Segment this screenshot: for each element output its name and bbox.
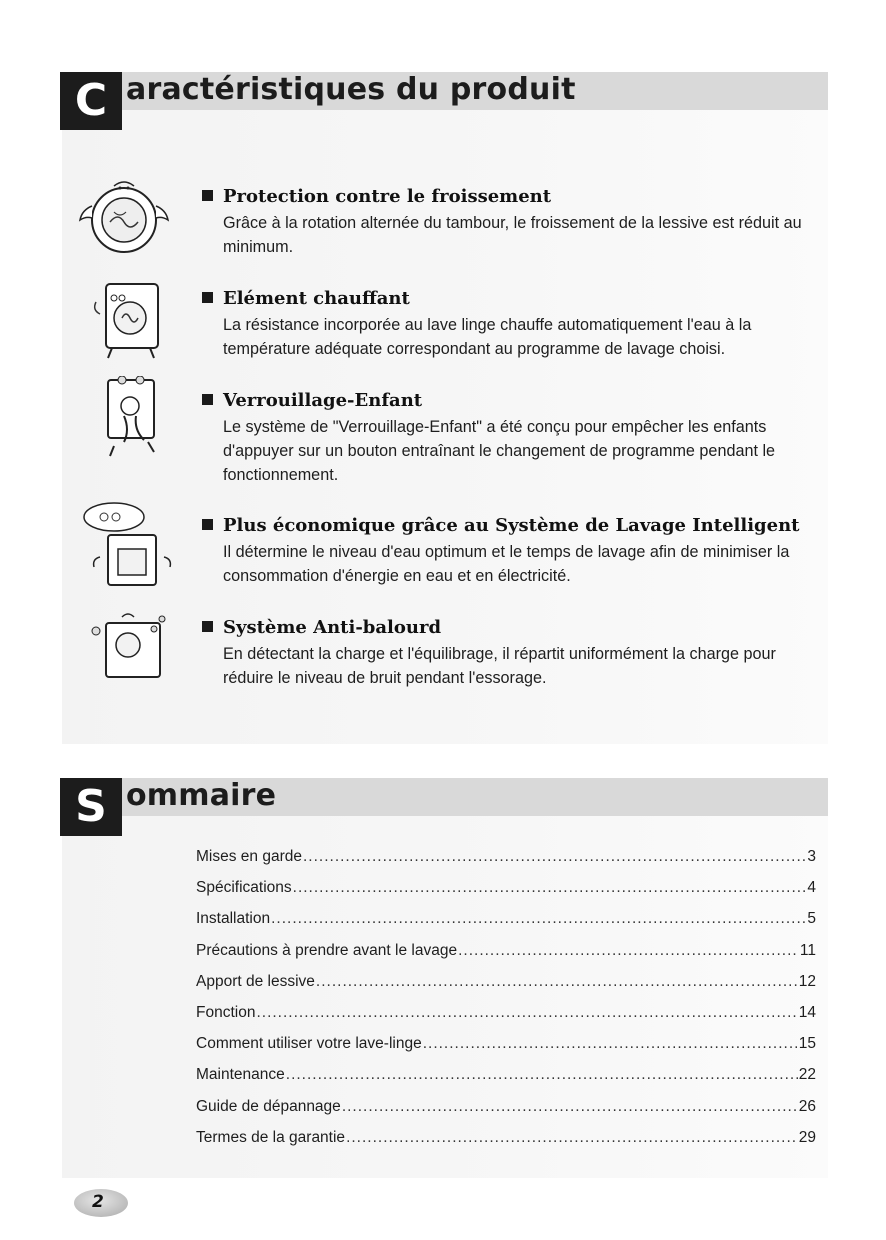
bullet-icon [202, 519, 213, 530]
toc-leader [303, 848, 806, 866]
toc-page: 29 [798, 1128, 816, 1146]
toc-leader [346, 1129, 798, 1147]
toc-leader [286, 1066, 798, 1084]
bullet-icon [202, 190, 213, 201]
feature-title: Plus économique grâce au Système de Lavage Intelligent [202, 515, 799, 536]
toc-entry[interactable] [196, 1066, 816, 1097]
toc-page: 11 [799, 941, 816, 959]
toc-entry[interactable] [196, 879, 816, 910]
feature-description: Il détermine le niveau d'eau optimum et le temps de lavage afin de minimiser la consommation d'énergie en eau et en électricité. [223, 543, 790, 585]
toc-entry[interactable] [196, 910, 816, 941]
child-lock-icon [70, 376, 174, 472]
toc-label: Spécifications [196, 879, 292, 897]
heater-washer-icon [70, 274, 174, 370]
feature-description: La résistance incorporée au lave linge chauffe automatiquement l'eau à la température adéquate correspondant au programme de lavage choisi. [223, 316, 752, 358]
toc-label: Guide de dépannage [196, 1097, 341, 1115]
toc-entry[interactable] [196, 848, 816, 879]
bullet-icon [202, 394, 213, 405]
feature-description: Le système de "Verrouillage-Enfant" a été conçu pour empêcher les enfants d'appuyer sur un bouton entraînant le changement de programme pendant le fonctionnement. [223, 418, 776, 484]
toc-entry[interactable] [196, 1098, 816, 1129]
toc-label: Mises en garde [196, 848, 302, 865]
toc-leader [256, 1004, 797, 1022]
header-initial: C [60, 72, 122, 130]
page-number: 2 [92, 1192, 104, 1212]
feature-description: Grâce à la rotation alternée du tambour, le froissement de la lessive est réduit au minimum. [223, 214, 802, 256]
toc-leader [293, 879, 807, 897]
table-of-contents [196, 848, 816, 1160]
toc-entry[interactable] [196, 973, 816, 1004]
toc-leader [342, 1098, 798, 1116]
toc-label: Comment utiliser votre lave-linge [196, 1035, 422, 1053]
toc-label: Termes de la garantie [196, 1128, 346, 1146]
feature-title: Système Anti-balourd [202, 617, 441, 638]
header-title: aractéristiques du produit [126, 72, 576, 107]
toc-page: 4 [807, 879, 816, 897]
toc-entry[interactable] [196, 1035, 816, 1066]
toc-label: Fonction [196, 1003, 256, 1021]
toc-entry[interactable] [196, 1004, 816, 1035]
features-section-header [60, 72, 828, 130]
bullet-icon [202, 621, 213, 632]
header-title: ommaire [126, 778, 277, 813]
bullet-icon [202, 292, 213, 303]
toc-leader [316, 973, 798, 991]
toc-entry[interactable] [196, 942, 816, 973]
feature-title: Protection contre le froissement [202, 186, 551, 207]
toc-page: 5 [807, 910, 816, 928]
toc-page: 15 [798, 1035, 816, 1053]
feature-description: En détectant la charge et l'équilibrage, il répartit uniformément la charge pour réduire le niveau de bruit pendant l'essorage. [223, 645, 776, 687]
page-number-badge [72, 1186, 130, 1220]
toc-page: 3 [807, 848, 816, 865]
toc-label: Maintenance [196, 1066, 285, 1084]
smart-wash-icon [70, 501, 174, 597]
toc-page: 12 [798, 972, 816, 990]
toc-page: 22 [798, 1066, 816, 1084]
toc-entry[interactable] [196, 1129, 816, 1160]
toc-leader [423, 1035, 798, 1053]
summary-section-header [60, 778, 828, 836]
header-initial: S [60, 778, 122, 836]
toc-label: Précautions à prendre avant le lavage [196, 941, 458, 959]
feature-title: Verrouillage-Enfant [202, 390, 422, 411]
toc-leader [271, 910, 806, 928]
feature-title: Elément chauffant [202, 288, 410, 309]
anti-unbalance-icon [70, 603, 174, 699]
toc-page: 26 [798, 1097, 816, 1115]
toc-label: Apport de lessive [196, 972, 315, 990]
wrinkle-drum-icon [70, 172, 174, 268]
toc-leader [458, 942, 799, 960]
toc-page: 14 [798, 1003, 816, 1021]
toc-label: Installation [196, 910, 271, 928]
